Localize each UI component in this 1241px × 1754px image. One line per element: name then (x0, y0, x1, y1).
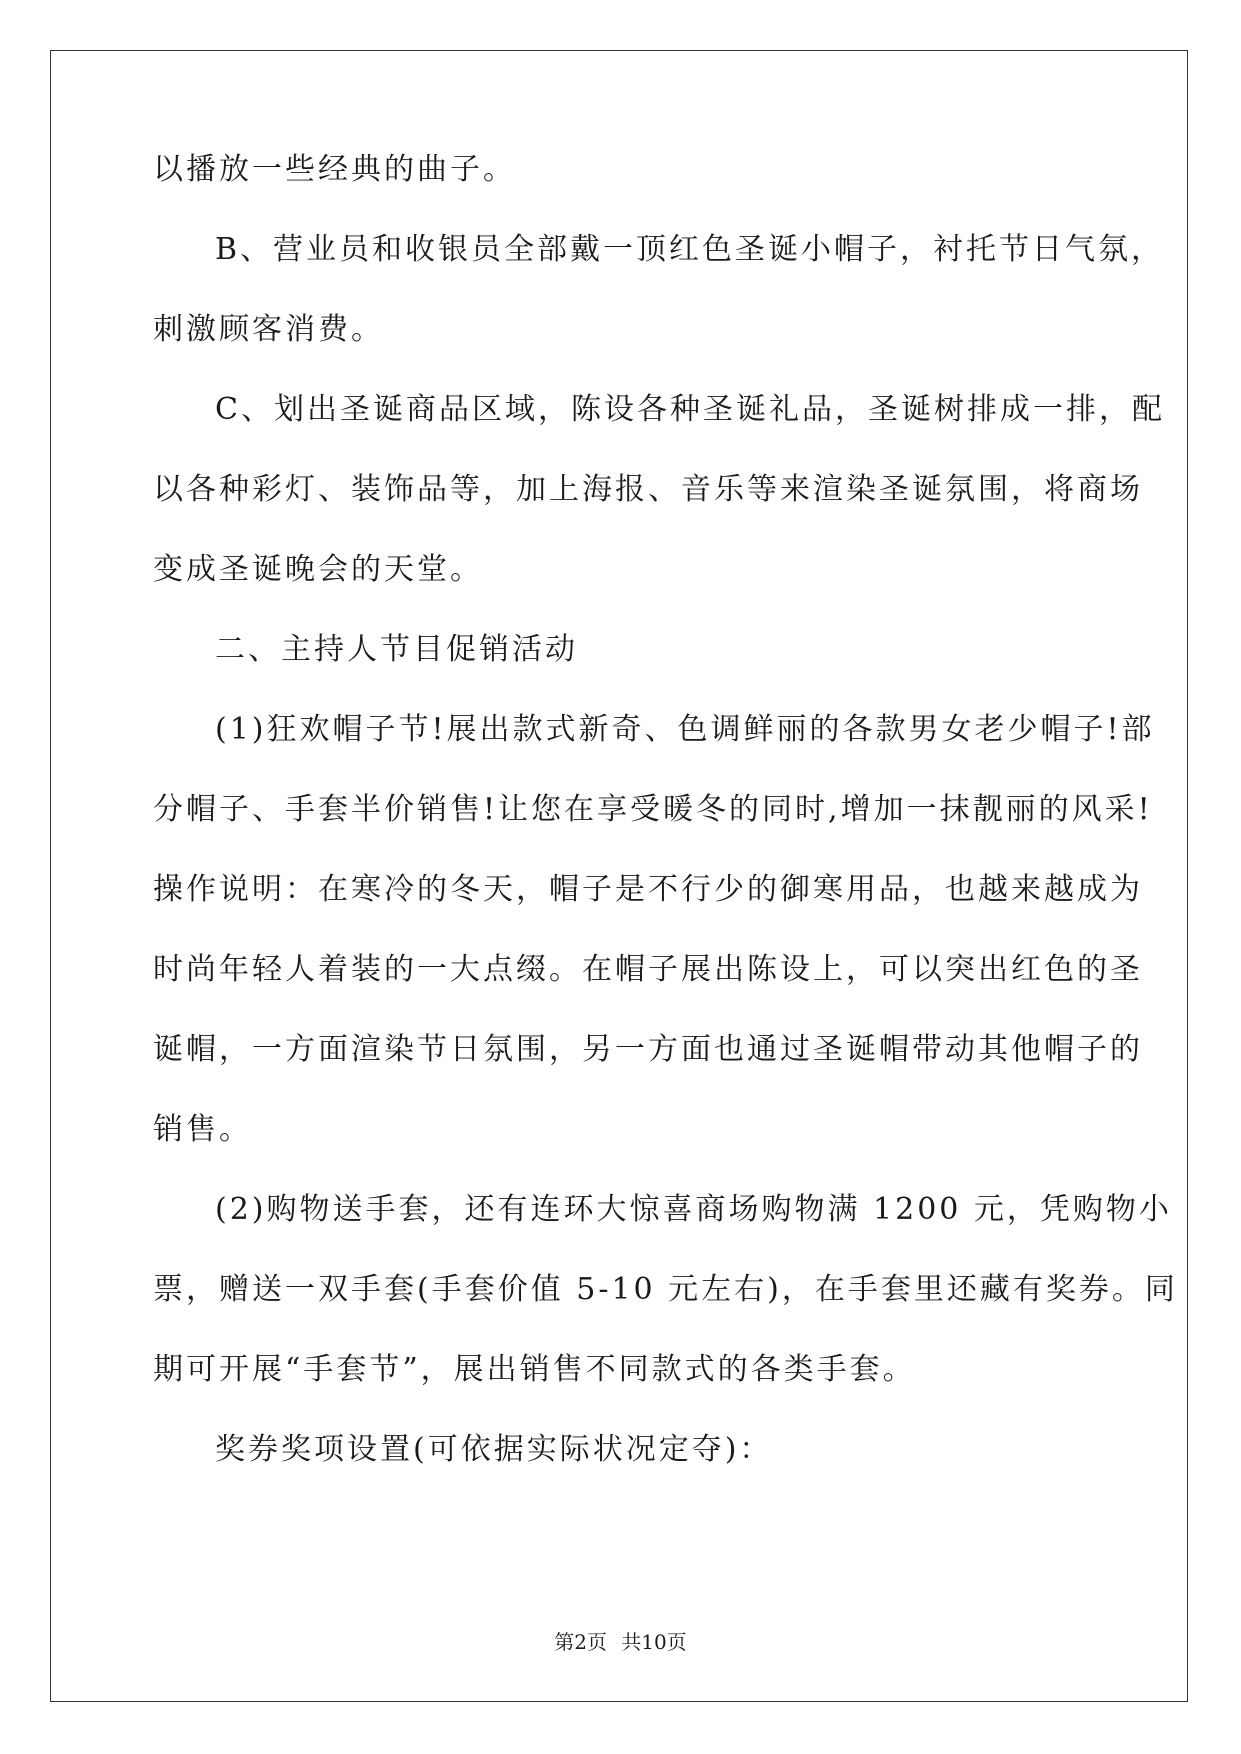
paragraph-b-line-1: B、营业员和收银员全部戴一顶红色圣诞小帽子，衬托节日气氛， (215, 232, 1165, 267)
item-1-line-3: 操作说明：在寒冷的冬天，帽子是不行少的御寒用品，也越来越成为 (153, 872, 1143, 907)
page-footer (0, 1630, 1241, 1654)
document-body (153, 150, 1178, 1470)
page-total: 共10页 (621, 1630, 687, 1654)
paragraph-c-line-1: C、划出圣诞商品区域，陈设各种圣诞礼品，圣诞树排成一排，配 (215, 392, 1165, 427)
text-line: 以播放一些经典的曲子。 (153, 152, 516, 187)
item-1-line-4: 时尚年轻人着装的一大点缀。在帽子展出陈设上，可以突出红色的圣 (153, 952, 1143, 987)
item-1-line-6: 销售。 (153, 1112, 252, 1147)
paragraph-c-line-2: 以各种彩灯、装饰品等，加上海报、音乐等来渲染圣诞氛围，将商场 (153, 472, 1143, 507)
item-2-line-2: 票，赠送一双手套(手套价值 5-10 元左右)，在手套里还藏有奖券。同 (153, 1272, 1178, 1307)
item-2-line-1: (2)购物送手套，还有连环大惊喜商场购物满 1200 元，凭购物小 (215, 1192, 1172, 1227)
item-2-line-3: 期可开展“手套节”，展出销售不同款式的各类手套。 (153, 1352, 916, 1387)
page-number: 第2页 (554, 1630, 607, 1654)
prize-settings-line: 奖券奖项设置(可依据实际状况定夺)： (215, 1432, 773, 1467)
item-1-line-1: (1)狂欢帽子节!展出款式新奇、色调鲜丽的各款男女老少帽子!部 (215, 712, 1155, 747)
section-heading: 二、主持人节目促销活动 (215, 632, 578, 667)
paragraph-b-line-2: 刺激顾客消费。 (153, 312, 384, 347)
item-1-line-2: 分帽子、手套半价销售!让您在享受暖冬的同时,增加一抹靓丽的风采! (153, 792, 1153, 827)
item-1-line-5: 诞帽，一方面渲染节日氛围，另一方面也通过圣诞帽带动其他帽子的 (153, 1032, 1143, 1067)
paragraph-c-line-3: 变成圣诞晚会的天堂。 (153, 552, 483, 587)
